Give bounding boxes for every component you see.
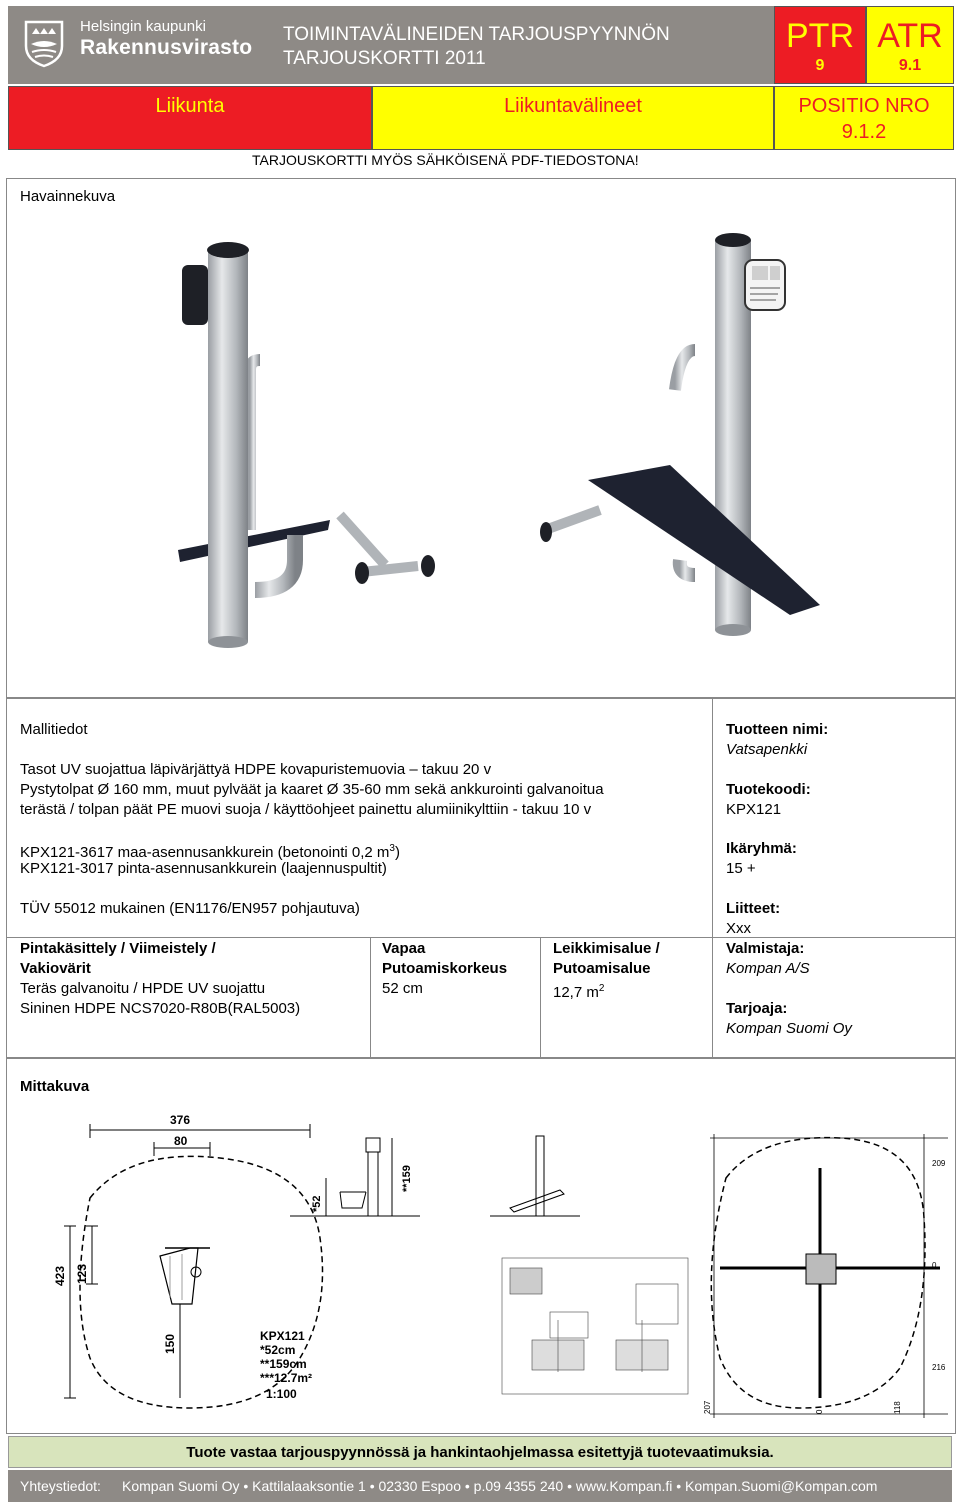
manufacturer-label: Valmistaja: [726, 940, 805, 957]
free-height-heading-2: Putoamiskorkeus [382, 960, 508, 977]
legend-area: ***12.7m² [260, 1371, 313, 1385]
variant-surface-anchor: KPX121-3017 pinta-asennusankkurein (laajennuspultit) [20, 860, 387, 877]
drawing-label: Mittakuva [20, 1078, 90, 1095]
finish-line1: Teräs galvanoitu / HPDE UV suojattu [20, 980, 266, 997]
org-department: Rakennusvirasto [80, 36, 253, 59]
dim-150: 150 [163, 1333, 177, 1354]
model-desc-line1: Tasot UV suojattua läpivärjättyä HDPE kovapuristemuovia – takuu 20 v [20, 761, 492, 778]
product-code-label: Tuotekoodi: [726, 781, 811, 798]
org-name: Helsingin kaupunki [80, 18, 206, 35]
ptr-value: 9 [815, 57, 825, 74]
requirements-text: Tuote vastaa tarjouspyynnössä ja hankintaohjelmassa esitettyjä tuotevaatimuksia. [186, 1444, 774, 1461]
model-info-heading: Mallitiedot [20, 721, 88, 738]
pdf-notice: TARJOUSKORTTI MYÖS SÄHKÖISENÄ PDF-TIEDOSTONA! [252, 152, 639, 168]
play-area-heading-2: Putoamisalue [553, 960, 651, 977]
model-desc-line2: Pystytolpat Ø 160 mm, muut pylväät ja kaaret Ø 35-60 mm sekä ankkurointi galvanoitua [20, 781, 604, 798]
dim-123: 123 [75, 1263, 89, 1284]
dim-159: **159 [401, 1165, 413, 1192]
position-value: 9.1.2 [841, 121, 887, 143]
manufacturer: Kompan A/S [726, 960, 810, 977]
supplier: Kompan Suomi Oy [726, 1020, 852, 1037]
dim-207: 207 [703, 1400, 712, 1414]
tuv-note: TÜV 55012 mukainen (EN1176/EN957 pohjautuva) [20, 900, 360, 917]
category-label: Liikunta [155, 95, 225, 117]
position-box [774, 86, 954, 150]
contact-label: Yhteystiedot: [20, 1478, 101, 1494]
finish-heading-2: Vakiovärit [20, 960, 91, 977]
legend-scale: 1:100 [266, 1387, 297, 1401]
finish-line2: Sininen HDPE NCS7020-R80B(RAL5003) [20, 1000, 301, 1017]
age-group: 15 + [726, 860, 756, 877]
info-divider-col3 [540, 937, 541, 1058]
legend-code: KPX121 [260, 1329, 305, 1343]
document-title: TOIMINTAVÄLINEIDEN TARJOUSPYYNNÖN [283, 24, 670, 45]
supplier-label: Tarjoaja: [726, 1000, 788, 1017]
dim-52: *52 [311, 1195, 323, 1212]
dim-376: 376 [170, 1113, 191, 1127]
product-name-label: Tuotteen nimi: [726, 721, 829, 738]
dim-118: 118 [893, 1401, 902, 1414]
product-illustration [150, 210, 840, 670]
subcategory-box [372, 86, 774, 150]
info-divider-horizontal [6, 937, 956, 938]
model-desc-line3: terästä / tolpan päät PE muovi suoja / käyttöohjeet painettu alumiinikylttiin - takuu 10 v [20, 801, 592, 818]
atr-value: 9.1 [898, 57, 922, 74]
free-height-heading-1: Vapaa [382, 940, 426, 957]
legend-free-height: *52cm [260, 1343, 296, 1357]
legend-height: **159cm [260, 1357, 307, 1371]
requirements-bar [8, 1436, 952, 1468]
dim-0b: 0 [815, 1409, 824, 1414]
play-area-heading-1: Leikkimisalue / [553, 940, 660, 957]
bench-right-view [540, 233, 820, 636]
product-name: Vatsapenkki [726, 741, 808, 758]
info-divider-col2 [370, 937, 371, 1058]
dim-216: 216 [932, 1363, 946, 1372]
dim-209: 209 [932, 1159, 946, 1168]
finish-heading-1: Pintakäsittely / Viimeistely / [20, 940, 216, 957]
dimension-drawing [20, 1108, 950, 1428]
attachments-label: Liitteet: [726, 900, 781, 917]
atr-box [866, 6, 954, 84]
info-divider-vertical [712, 698, 713, 1058]
dim-80: 80 [174, 1134, 188, 1148]
city-crest-logo [22, 18, 66, 68]
play-area-value: 12,7 $m^2$ [553, 983, 605, 1001]
contact-details: Kompan Suomi Oy • Kattilalaaksontie 1 • 02330 Espoo • p.09 4355 240 • www.Kompan.fi • Kompan.Suomi@Kompan.com [122, 1478, 878, 1494]
category-box [8, 86, 372, 150]
attachments: Xxx [726, 920, 752, 937]
document-subtitle: TARJOUSKORTTI 2011 [283, 48, 486, 69]
ptr-box [774, 6, 866, 84]
variant-ground-anchor: KPX121-3617 maa-asennusankkurein (betonointi 0,2 $m^3$) [20, 843, 400, 861]
bench-left-view [178, 242, 435, 648]
subcategory-label: Liikuntavälineet [504, 95, 642, 117]
illustration-label: Havainnekuva [20, 188, 116, 205]
ptr-label: PTR [786, 17, 854, 55]
dim-0a: 0 [932, 1261, 937, 1270]
position-label: POSITIO NRO [798, 95, 930, 117]
product-code: KPX121 [726, 801, 782, 818]
age-group-label: Ikäryhmä: [726, 840, 797, 857]
atr-label: ATR [877, 17, 943, 55]
free-height-value: 52 cm [382, 980, 423, 997]
dim-423: 423 [53, 1265, 67, 1286]
